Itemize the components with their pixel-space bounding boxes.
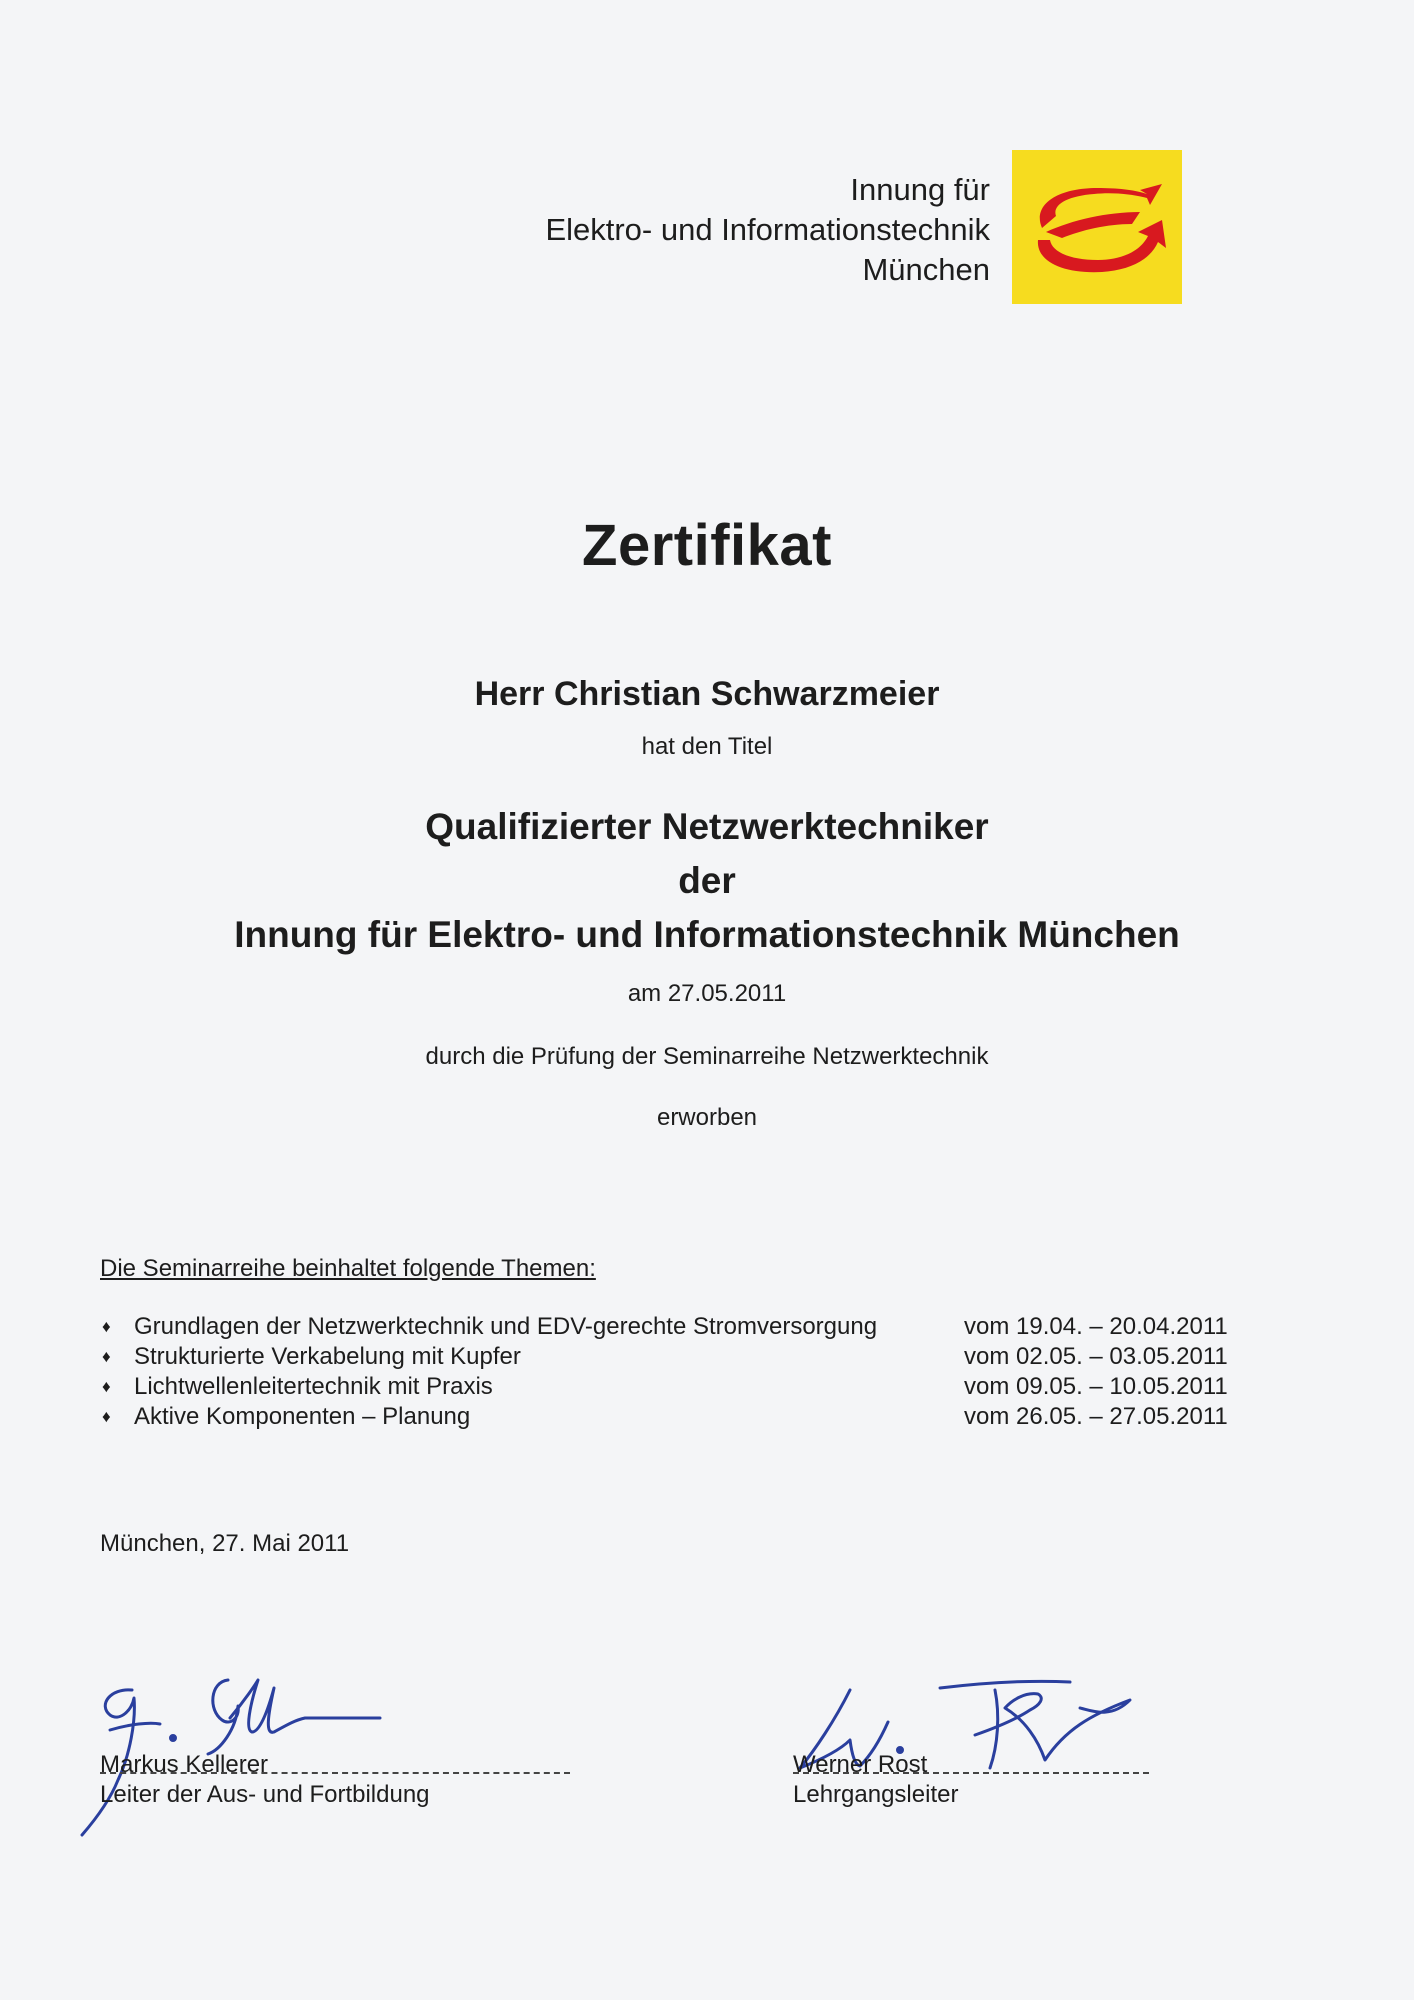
organization-name — [545, 170, 990, 290]
topic-name: Strukturierte Verkabelung mit Kupfer — [134, 1343, 521, 1370]
signer-role-left: Leiter der Aus- und Fortbildung — [100, 1781, 430, 1808]
bullet-icon: ♦ — [102, 1347, 111, 1366]
e-mark-logo — [1012, 150, 1182, 304]
topic-dates: vom 09.05. – 10.05.2011 — [964, 1373, 1228, 1400]
intro-text: hat den Titel — [641, 733, 773, 760]
topics-heading: Die Seminarreihe beinhaltet folgende Themen: — [100, 1255, 596, 1282]
signer-role-right: Lehrgangsleiter — [793, 1781, 959, 1808]
bullet-icon: ♦ — [102, 1407, 111, 1426]
acquired-text: erworben — [656, 1104, 758, 1131]
signer-name-right: Werner Rost — [793, 1751, 928, 1778]
topic-name: Grundlagen der Netzwerktechnik und EDV-gerechte Stromversorgung — [134, 1313, 878, 1340]
bullet-icon: ♦ — [102, 1317, 111, 1336]
topic-dates: vom 02.05. – 03.05.2011 — [964, 1343, 1228, 1370]
list-item — [102, 1402, 1252, 1432]
list-item — [102, 1342, 1252, 1372]
certificate-title: Zertifikat — [582, 513, 832, 578]
topic-name: Aktive Komponenten – Planung — [134, 1403, 471, 1430]
topic-dates: vom 19.04. – 20.04.2011 — [964, 1313, 1228, 1340]
topics-list — [102, 1312, 1252, 1432]
degree-line-1: Qualifizierter Netzwerktechniker — [425, 806, 989, 847]
degree-title — [0, 800, 1414, 962]
organization-line-3: München — [862, 252, 990, 287]
organization-line-1: Innung für — [850, 172, 990, 207]
list-item — [102, 1372, 1252, 1402]
degree-line-3: Innung für Elektro- und Informationstechnik München — [234, 914, 1180, 955]
topic-name: Lichtwellenleitertechnik mit Praxis — [134, 1373, 493, 1400]
bullet-icon: ♦ — [102, 1377, 111, 1396]
organization-line-2: Elektro- und Informationstechnik — [545, 212, 990, 247]
list-item — [102, 1312, 1252, 1342]
recipient-name: Herr Christian Schwarzmeier — [474, 675, 940, 713]
signature-left — [100, 1740, 430, 1810]
topic-dates: vom 26.05. – 27.05.2011 — [964, 1403, 1228, 1430]
place-and-date: München, 27. Mai 2011 — [100, 1530, 350, 1557]
exam-description: durch die Prüfung der Seminarreihe Netzwerktechnik — [425, 1043, 989, 1070]
signer-name-left: Markus Kellerer — [100, 1751, 269, 1778]
e-mark-logo-icon — [1012, 150, 1182, 304]
degree-line-2: der — [678, 860, 736, 901]
award-date: am 27.05.2011 — [627, 980, 787, 1007]
signature-right — [793, 1740, 958, 1810]
